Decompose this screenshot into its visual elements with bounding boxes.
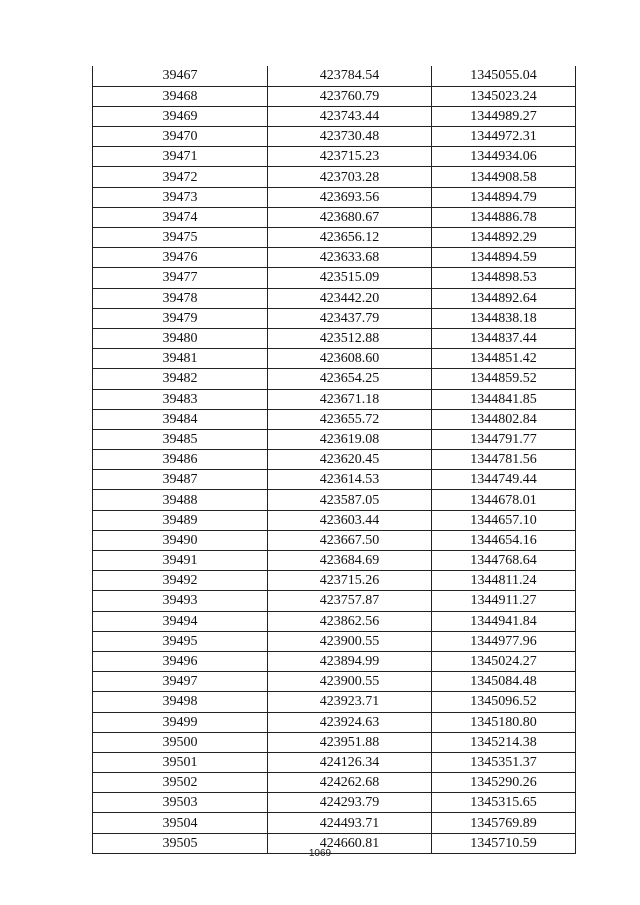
table-row: [93, 490, 576, 510]
point-id-cell: 39493: [93, 591, 268, 611]
x-coordinate-cell: 423760.79: [268, 86, 432, 106]
x-coordinate-cell: 423951.88: [268, 732, 432, 752]
table-row: [93, 672, 576, 692]
y-coordinate-cell: 1344859.52: [432, 369, 576, 389]
x-coordinate-cell: 423654.25: [268, 369, 432, 389]
point-id-cell: 39478: [93, 288, 268, 308]
table-row: [93, 732, 576, 752]
table-row: [93, 369, 576, 389]
y-coordinate-cell: 1344811.24: [432, 571, 576, 591]
x-coordinate-cell: 423655.72: [268, 409, 432, 429]
table-row: [93, 66, 576, 86]
y-coordinate-cell: 1344934.06: [432, 147, 576, 167]
table-row: [93, 429, 576, 449]
point-id-cell: 39469: [93, 106, 268, 126]
point-id-cell: 39495: [93, 631, 268, 651]
table-row: [93, 389, 576, 409]
table-row: [93, 288, 576, 308]
x-coordinate-cell: 423924.63: [268, 712, 432, 732]
point-id-cell: 39468: [93, 86, 268, 106]
y-coordinate-cell: 1344851.42: [432, 349, 576, 369]
y-coordinate-cell: 1344791.77: [432, 429, 576, 449]
point-id-cell: 39491: [93, 551, 268, 571]
x-coordinate-cell: 424660.81: [268, 833, 432, 853]
coordinates-table-body: [93, 66, 576, 853]
y-coordinate-cell: 1344941.84: [432, 611, 576, 631]
point-id-cell: 39482: [93, 369, 268, 389]
table-row: [93, 651, 576, 671]
y-coordinate-cell: 1344749.44: [432, 470, 576, 490]
x-coordinate-cell: 424126.34: [268, 752, 432, 772]
x-coordinate-cell: 423703.28: [268, 167, 432, 187]
y-coordinate-cell: 1344678.01: [432, 490, 576, 510]
table-row: [93, 591, 576, 611]
point-id-cell: 39488: [93, 490, 268, 510]
table-row: [93, 752, 576, 772]
x-coordinate-cell: 423633.68: [268, 248, 432, 268]
y-coordinate-cell: 1345710.59: [432, 833, 576, 853]
table-row: [93, 793, 576, 813]
point-id-cell: 39492: [93, 571, 268, 591]
point-id-cell: 39472: [93, 167, 268, 187]
x-coordinate-cell: 423923.71: [268, 692, 432, 712]
x-coordinate-cell: 423715.26: [268, 571, 432, 591]
table-row: [93, 328, 576, 348]
x-coordinate-cell: 423900.55: [268, 631, 432, 651]
point-id-cell: 39470: [93, 127, 268, 147]
x-coordinate-cell: 423900.55: [268, 672, 432, 692]
point-id-cell: 39467: [93, 66, 268, 86]
table-row: [93, 712, 576, 732]
point-id-cell: 39497: [93, 672, 268, 692]
y-coordinate-cell: 1344892.29: [432, 228, 576, 248]
x-coordinate-cell: 423680.67: [268, 207, 432, 227]
y-coordinate-cell: 1345315.65: [432, 793, 576, 813]
x-coordinate-cell: 423587.05: [268, 490, 432, 510]
point-id-cell: 39498: [93, 692, 268, 712]
point-id-cell: 39483: [93, 389, 268, 409]
y-coordinate-cell: 1344654.16: [432, 530, 576, 550]
point-id-cell: 39473: [93, 187, 268, 207]
point-id-cell: 39494: [93, 611, 268, 631]
y-coordinate-cell: 1345024.27: [432, 651, 576, 671]
x-coordinate-cell: 423608.60: [268, 349, 432, 369]
table-row: [93, 530, 576, 550]
coordinates-table: [92, 66, 576, 854]
table-row: [93, 470, 576, 490]
x-coordinate-cell: 423515.09: [268, 268, 432, 288]
point-id-cell: 39480: [93, 328, 268, 348]
table-row: [93, 631, 576, 651]
point-id-cell: 39471: [93, 147, 268, 167]
x-coordinate-cell: 423671.18: [268, 389, 432, 409]
table-row: [93, 349, 576, 369]
table-row: [93, 551, 576, 571]
y-coordinate-cell: 1344977.96: [432, 631, 576, 651]
y-coordinate-cell: 1344837.44: [432, 328, 576, 348]
y-coordinate-cell: 1345055.04: [432, 66, 576, 86]
table-row: [93, 86, 576, 106]
x-coordinate-cell: 423656.12: [268, 228, 432, 248]
table-row: [93, 409, 576, 429]
table-row: [93, 308, 576, 328]
y-coordinate-cell: 1344894.59: [432, 248, 576, 268]
x-coordinate-cell: 423715.23: [268, 147, 432, 167]
table-row: [93, 692, 576, 712]
y-coordinate-cell: 1344972.31: [432, 127, 576, 147]
x-coordinate-cell: 423603.44: [268, 510, 432, 530]
x-coordinate-cell: 423619.08: [268, 429, 432, 449]
y-coordinate-cell: 1344838.18: [432, 308, 576, 328]
table-row: [93, 248, 576, 268]
point-id-cell: 39496: [93, 651, 268, 671]
y-coordinate-cell: 1344657.10: [432, 510, 576, 530]
table-row: [93, 773, 576, 793]
point-id-cell: 39500: [93, 732, 268, 752]
table-row: [93, 207, 576, 227]
point-id-cell: 39486: [93, 450, 268, 470]
x-coordinate-cell: 423730.48: [268, 127, 432, 147]
table-row: [93, 450, 576, 470]
x-coordinate-cell: 423693.56: [268, 187, 432, 207]
x-coordinate-cell: 424262.68: [268, 773, 432, 793]
y-coordinate-cell: 1344908.58: [432, 167, 576, 187]
point-id-cell: 39481: [93, 349, 268, 369]
table-row: [93, 611, 576, 631]
point-id-cell: 39502: [93, 773, 268, 793]
y-coordinate-cell: 1345180.80: [432, 712, 576, 732]
y-coordinate-cell: 1344886.78: [432, 207, 576, 227]
point-id-cell: 39484: [93, 409, 268, 429]
y-coordinate-cell: 1344892.64: [432, 288, 576, 308]
x-coordinate-cell: 424493.71: [268, 813, 432, 833]
y-coordinate-cell: 1344781.56: [432, 450, 576, 470]
y-coordinate-cell: 1345023.24: [432, 86, 576, 106]
x-coordinate-cell: 423667.50: [268, 530, 432, 550]
table-row: [93, 510, 576, 530]
point-id-cell: 39499: [93, 712, 268, 732]
point-id-cell: 39477: [93, 268, 268, 288]
x-coordinate-cell: 423442.20: [268, 288, 432, 308]
point-id-cell: 39490: [93, 530, 268, 550]
y-coordinate-cell: 1345351.37: [432, 752, 576, 772]
table-row: [93, 187, 576, 207]
y-coordinate-cell: 1345096.52: [432, 692, 576, 712]
y-coordinate-cell: 1345769.89: [432, 813, 576, 833]
y-coordinate-cell: 1344989.27: [432, 106, 576, 126]
x-coordinate-cell: 423437.79: [268, 308, 432, 328]
point-id-cell: 39476: [93, 248, 268, 268]
point-id-cell: 39505: [93, 833, 268, 853]
y-coordinate-cell: 1345084.48: [432, 672, 576, 692]
table-row: [93, 268, 576, 288]
y-coordinate-cell: 1344911.27: [432, 591, 576, 611]
y-coordinate-cell: 1344894.79: [432, 187, 576, 207]
table-row: [93, 167, 576, 187]
x-coordinate-cell: 423784.54: [268, 66, 432, 86]
point-id-cell: 39501: [93, 752, 268, 772]
y-coordinate-cell: 1344898.53: [432, 268, 576, 288]
x-coordinate-cell: 424293.79: [268, 793, 432, 813]
x-coordinate-cell: 423743.44: [268, 106, 432, 126]
point-id-cell: 39474: [93, 207, 268, 227]
point-id-cell: 39485: [93, 429, 268, 449]
table-row: [93, 571, 576, 591]
point-id-cell: 39503: [93, 793, 268, 813]
x-coordinate-cell: 423684.69: [268, 551, 432, 571]
point-id-cell: 39504: [93, 813, 268, 833]
y-coordinate-cell: 1344768.64: [432, 551, 576, 571]
y-coordinate-cell: 1344802.84: [432, 409, 576, 429]
x-coordinate-cell: 423620.45: [268, 450, 432, 470]
table-row: [93, 813, 576, 833]
x-coordinate-cell: 423614.53: [268, 470, 432, 490]
table-row: [93, 147, 576, 167]
table-row: [93, 228, 576, 248]
point-id-cell: 39479: [93, 308, 268, 328]
point-id-cell: 39487: [93, 470, 268, 490]
table-row: [93, 106, 576, 126]
y-coordinate-cell: 1344841.85: [432, 389, 576, 409]
point-id-cell: 39475: [93, 228, 268, 248]
y-coordinate-cell: 1345290.26: [432, 773, 576, 793]
x-coordinate-cell: 423894.99: [268, 651, 432, 671]
x-coordinate-cell: 423512.88: [268, 328, 432, 348]
point-id-cell: 39489: [93, 510, 268, 530]
x-coordinate-cell: 423757.87: [268, 591, 432, 611]
page-number: 1069: [308, 848, 332, 859]
y-coordinate-cell: 1345214.38: [432, 732, 576, 752]
x-coordinate-cell: 423862.56: [268, 611, 432, 631]
table-row: [93, 127, 576, 147]
